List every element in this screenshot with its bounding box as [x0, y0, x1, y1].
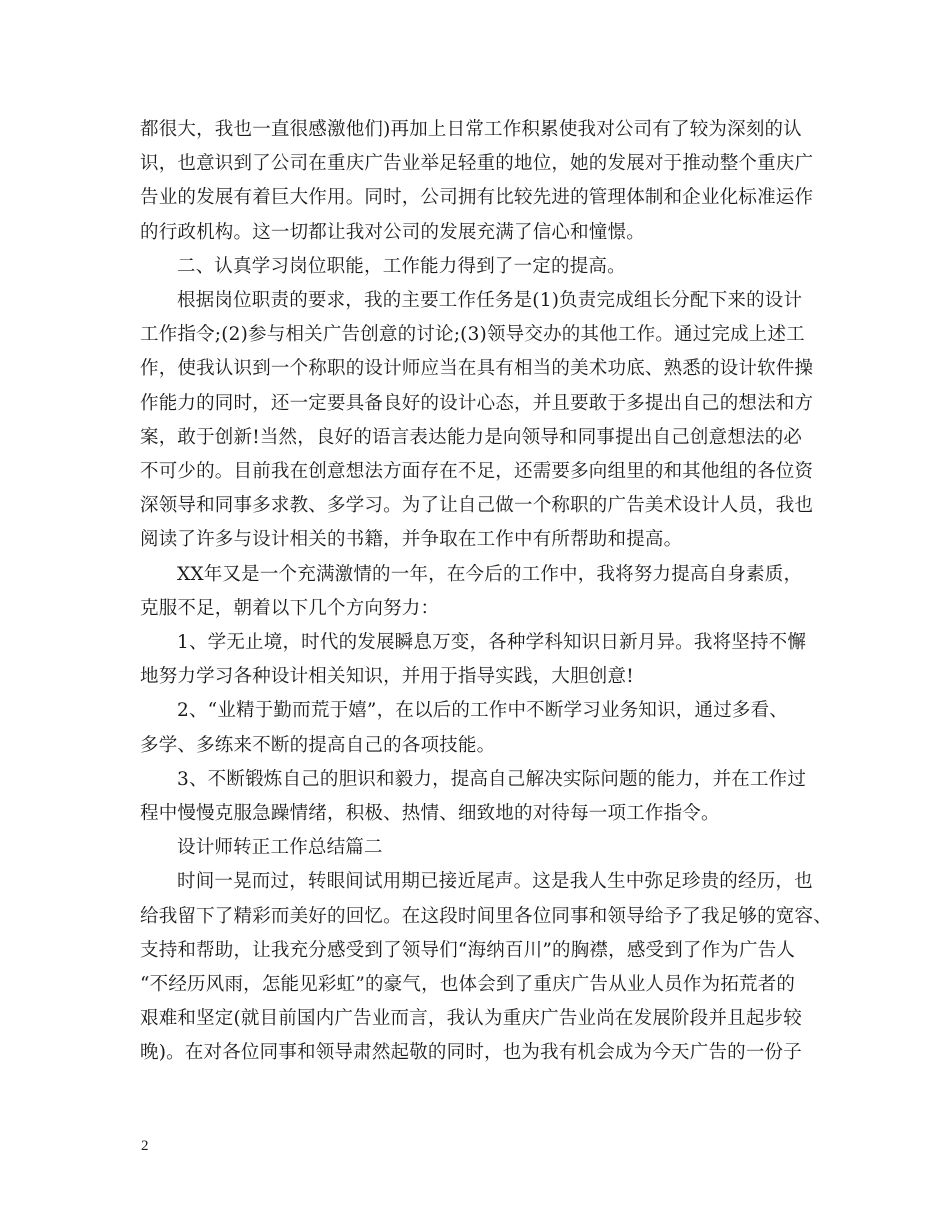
text-line: 识，也意识到了公司在重庆广告业举足轻重的地位，她的发展对于推动整个重庆广 — [140, 153, 814, 175]
list-item — [140, 626, 812, 694]
text-line: 程中慢慢克服急躁情绪，积极、热情、细致地的对待每一项工作指令。 — [140, 803, 720, 825]
paragraph — [140, 558, 812, 626]
text-line: 2、“业精于勤而荒于嬉”，在以后的工作中不断学习业务知识，通过多看、 — [177, 700, 788, 722]
text-line: 地努力学习各种设计相关知识，并用于指导实践，大胆创意! — [140, 666, 634, 688]
text-line: 克服不足，朝着以下几个方向努力： — [140, 597, 440, 619]
text-line: 工作指令;(2)参与相关广告创意的讨论;(3)领导交办的其他工作。通过完成上述工 — [140, 324, 805, 346]
paragraph — [140, 113, 812, 250]
text-line: 告业的发展有着巨大作用。同时，公司拥有比较先进的管理体制和企业化标准运作 — [140, 187, 814, 209]
section-title — [140, 831, 812, 865]
text-line: 3、不断锻炼自己的胆识和毅力，提高自己解决实际问题的能力，并在工作过 — [177, 768, 807, 790]
text-line: 支持和帮助，让我充分感受到了领导们“海纳百川”的胸襟，感受到了作为广告人 — [140, 939, 796, 961]
text-line: 设计师转正工作总结篇二 — [177, 837, 383, 859]
paragraph — [140, 865, 832, 1070]
page-number: 2 — [141, 1138, 149, 1154]
text-line: 根据岗位职责的要求，我的主要工作任务是(1)负责完成组长分配下来的设计 — [177, 290, 803, 312]
text-line: 不可少的。目前我在创意想法方面存在不足，还需要多向组里的和其他组的各位资 — [140, 461, 814, 483]
text-line: 二、认真学习岗位职能，工作能力得到了一定的提高。 — [177, 255, 626, 277]
text-line: 案，敢于创新!当然，良好的语言表达能力是向领导和同事提出自己创意想法的必 — [140, 426, 803, 448]
text-line: 都很大，我也一直很感激他们)再加上日常工作积累使我对公司有了较为深刻的认 — [140, 119, 802, 140]
text-line: 的行政机构。这一切都让我对公司的发展充满了信心和憧憬。 — [140, 221, 645, 243]
text-line: 作，使我认识到一个称职的设计师应当在具有相当的美术功底、熟悉的设计软件操 — [140, 358, 814, 380]
text-line: 时间一晃而过，转眼间试用期已接近尾声。这是我人生中弥足珍贵的经历，也 — [177, 871, 813, 893]
section-heading — [140, 250, 812, 284]
text-line: 多学、多练来不断的提高自己的各项技能。 — [140, 734, 496, 756]
text-line: 深领导和同事多求教、多学习。为了让自己做一个称职的广告美术设计人员，我也 — [140, 495, 814, 517]
text-line: “不经历风雨，怎能见彩虹”的豪气，也体会到了重庆广告从业人员作为拓荒者的 — [140, 974, 796, 996]
text-line: 1、学无止境，时代的发展瞬息万变，各种学科知识日新月异。我将坚持不懈 — [177, 632, 807, 654]
text-line: 给我留下了精彩而美好的回忆。在这段时间里各位同事和领导给予了我足够的宽容、 — [140, 905, 832, 927]
text-line: 艰难和坚定(就目前国内广告业而言，我认为重庆广告业尚在发展阶段并且起步较 — [140, 1008, 802, 1030]
text-line: 阅读了许多与设计相关的书籍，并争取在工作中有所帮助和提高。 — [140, 529, 683, 551]
text-line: 晚)。在对各位同事和领导肃然起敬的同时，也为我有机会成为今天广告的一份子 — [140, 1042, 802, 1064]
paragraph — [140, 284, 812, 558]
list-item — [140, 763, 812, 831]
text-line: XX年又是一个充满激情的一年，在今后的工作中，我将努力提高自身素质， — [177, 563, 803, 585]
text-line: 作能力的同时，还一定要具备良好的设计心态，并且要敢于多提出自己的想法和方 — [140, 392, 814, 414]
list-item — [140, 694, 812, 762]
body-text — [140, 113, 832, 1071]
